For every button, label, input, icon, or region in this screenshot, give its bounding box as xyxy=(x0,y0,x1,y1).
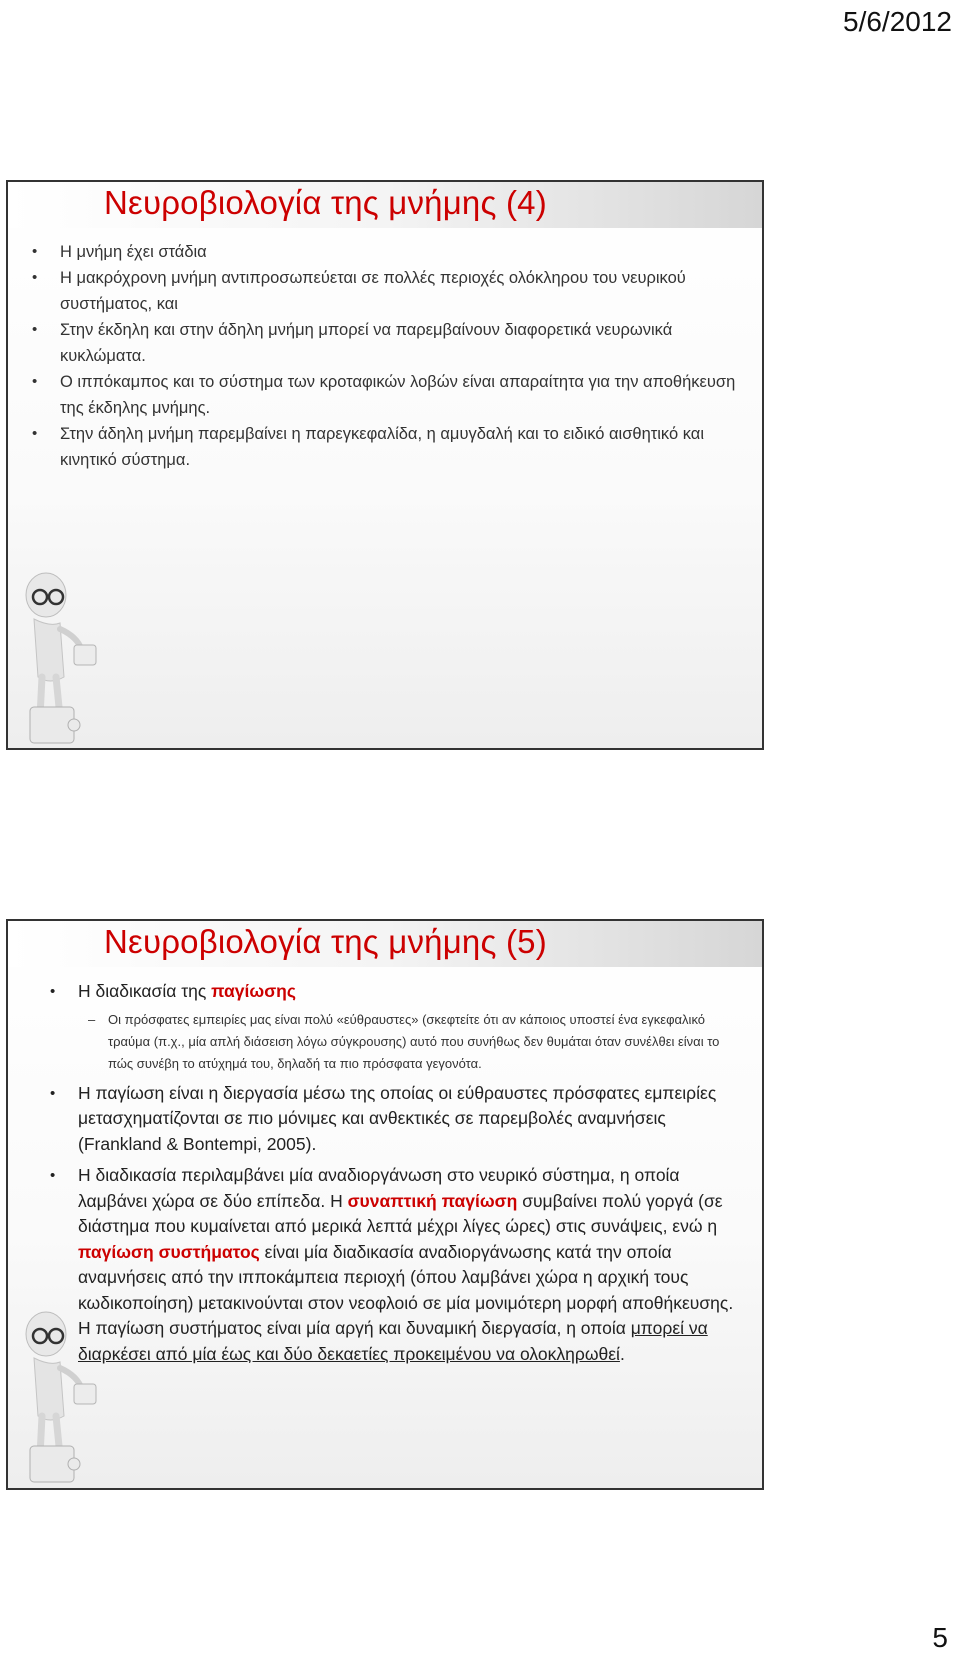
list-item: • Η μνήμη έχει στάδια xyxy=(60,239,740,265)
list-item: • Στην άδηλη μνήμη παρεμβαίνει η παρεγκεφαλίδα, η αμυγδαλή και το ειδικό αισθητικό και κινητικό σύστημα. xyxy=(60,421,740,473)
bullet-icon: • xyxy=(32,243,38,260)
thinking-figure-with-puzzle-icon xyxy=(20,567,110,747)
thinking-figure-with-puzzle-icon xyxy=(20,1306,110,1486)
list-item: • Ο ιππόκαμπος και το σύστημα των κροταφικών λοβών είναι απαραίτητα για την αποθήκευση της έκδηλης μνήμης. xyxy=(60,369,740,421)
list-item: • Η διαδικασία της παγίωσης – Οι πρόσφατες εμπειρίες μας είναι πολύ «εύθραυστες» (σκεφτείτε ότι αν κάποιος υποστεί ένα εγκεφαλικό τραύμα (π.χ., μία απλή διάσειση λόγω σύγκρουσης) αυτό που συνήθως δεν θυμάται όταν συνέλθει είναι το πώς συνέβη το ατύχημά του, δηλαδή τα πιο πρόσφατα γεγονότα. xyxy=(78,979,746,1075)
bullet-list xyxy=(50,979,746,1367)
bullet-icon: • xyxy=(32,425,38,442)
sub-list-item: – Οι πρόσφατες εμπειρίες μας είναι πολύ «εύθραυστες» (σκεφτείτε ότι αν κάποιος υποστεί ένα εγκεφαλικό τραύμα (π.χ., μία απλή διάσειση λόγω σύγκρουσης) αυτό που συνήθως δεν θυμάται όταν συνέλθει είναι το πώς συνέβη το ατύχημά του, δηλαδή τα πιο πρόσφατα γεγονότα. xyxy=(108,1009,746,1075)
bullet-icon: • xyxy=(32,321,38,338)
emphasis-text: παγίωση συστήματος xyxy=(78,1241,260,1262)
dash-icon: – xyxy=(88,1011,96,1027)
slide-4 xyxy=(6,180,764,750)
bullet-list xyxy=(32,239,740,473)
slide-title: Νευροβιολογία της μνήμης (5) xyxy=(104,923,547,960)
list-item: • Η μακρόχρονη μνήμη αντιπροσωπεύεται σε πολλές περιοχές ολόκληρου του νευρικού συστήματος, και xyxy=(60,265,740,317)
page-number: 5 xyxy=(932,1622,948,1653)
slide-title: Νευροβιολογία της μνήμης (4) xyxy=(104,184,547,221)
sub-list xyxy=(88,1009,746,1075)
list-item: • Η διαδικασία περιλαμβάνει μία αναδιοργάνωση στο νευρικό σύστημα, η οποία λαμβάνει χώρα σε δύο επίπεδα. Η συναπτική παγίωση συμβαίνει πολύ γοργά (σε διάστημα που κυμαίνεται από μερικά λεπτά μέχρι λίγες ώρες) στις συνάψεις, ενώ η παγίωση συστήματος είναι μία διαδικασία αναδιοργάνωσης κατά την οποία αναμνήσεις από την ιπποκάμπεια περιοχή (όπου λαμβάνει χώρα η αρχική τους κωδικοποίηση) μετακινούνται στον νεοφλοιό σε μία μονιμότερη μορφή αποθήκευσης. Η παγίωση συστήματος είναι μία αργή και δυναμική διεργασία, η οποία μπορεί να διαρκέσει από μία έως και δύο δεκαετίες προκειμένου να ολοκληρωθεί. xyxy=(50,1165,734,1364)
list-item: • Η παγίωση είναι η διεργασία μέσω της οποίας οι εύθραυστες πρόσφατες εμπειρίες μετασχηματίζονται σε πιο μόνιμες και ανθεκτικές σε παρεμβολές αναμνήσεις (Frankland & Bontempi, 2005). xyxy=(50,1082,717,1154)
slide-5 xyxy=(6,919,764,1490)
bullet-icon: • xyxy=(32,269,38,286)
bullet-icon: • xyxy=(50,1084,56,1102)
bullet-icon: • xyxy=(50,983,56,1000)
emphasis-text: συναπτική παγίωση xyxy=(347,1190,518,1211)
underlined-text: μπορεί να διαρκέσει από μία έως και δύο δεκαετίες προκειμένου να ολοκληρωθεί xyxy=(78,1318,708,1364)
bullet-icon: • xyxy=(50,1167,56,1184)
emphasis-text: παγίωσης xyxy=(211,981,296,1001)
bullet-icon: • xyxy=(32,373,38,390)
page-date: 5/6/2012 xyxy=(843,6,952,37)
list-item: • Στην έκδηλη και στην άδηλη μνήμη μπορεί να παρεμβαίνουν διαφορετικά νευρωνικά κυκλώματα. xyxy=(60,317,740,369)
